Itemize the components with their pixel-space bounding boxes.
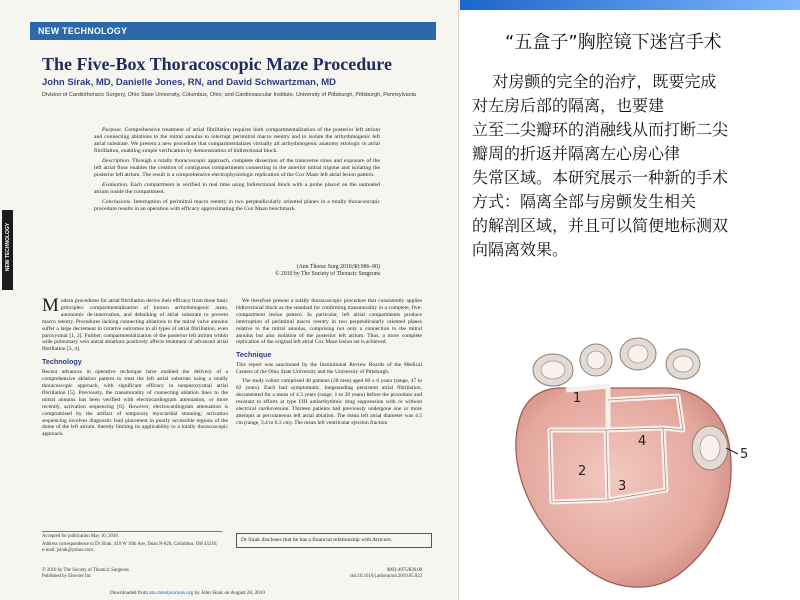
figure-label-4: 4 [638,434,647,449]
figure-label-1: 1 [573,391,582,406]
right-column [236,298,422,428]
slide-body-line: 对房颤的完全的治疗，既要完成 [472,72,717,91]
abstract [94,127,380,216]
intro-paragraph: Modern procedures for atrial fibrillation derive their efficacy from three basic principles: compartmentalization of known arrhythmogenic areas, autonomic de-innervation, and debulking of atrial substrate to prevent macro reentry. Procedures lacking connecting ablations to the mitral valve annulus suffer a large decrement in curative outcomes in all types of atrial fibrillation, even paroxysmal [1, 2]. Further, compartmentalization of the posterior left atrium within wide pulmonary vein antral ablations positively affects treatment of advanced atrial fibrillation [3, 4]. [42,295,228,353]
slide-title: “五盒子”胸腔镜下迷宫手术 [505,32,722,53]
abstract-purpose: Purpose. Comprehensive treatment of atrial fibrillation requires both compartmentalization of the posterior left atrium and connecting ablations to the mitral annulus to interrupt perimitral macro reentry and to isolate the arrhythmogenic left atrial substrate. We present a new procedure that compartmentalizes virtually all arrhythmogenic anatomy etiologic in atrial fibrillation, enabling simple verification by demonstration of bidirectional block. [94,127,381,154]
technology-heading: Technology [42,357,82,367]
right-intro-paragraph: We therefore present a totally thoracoscopic procedure that consistently applies bidirectional block as the standard for confirming transmurality in a complete, five-compartment lesion pattern. In particular, left atrial compartments produce interruption of perimitral macro reentry in two perpendicularly oriented planes relative to the mitral annulus, comprising not only a connection to the mitral annulus but also isolation of the posterior left atrium. Thus, a more complete replication of the original left atrial Cox Maze lesion set is achieved. [236,298,422,346]
slide-body-line: 对左房后部的隔离，也要建 [472,96,665,115]
abstract-conclusions: Conclusions. Interruption of perimitral macro reentry in two perpendicularly oriented planes in a totally thoracoscopic procedure results in an operation with efficacy approximating the Cox Maze benchmark. [94,199,380,212]
slide-top-bar [460,0,800,10]
publisher-info: © 2010 by The Society of Thoracic Surgeons Published by Elsevier Inc [42,568,129,579]
paper-title: The Five-Box Thoracoscopic Maze Procedure [42,54,392,74]
technique-heading: Technique [236,350,272,360]
abstract-evaluation: Evaluation. Each compartment is verified in real time using bidirectional block with a probe placed on the untreated atrium inside the compartment. [94,182,381,195]
figure-label-5: 5 [740,447,749,462]
paper-affiliation: Division of Cardiothoracic Surgery, Ohio State University, Columbus, Ohio; and Cardiovascular Institute, University of Pittsburgh, Pittsburgh, Pennsylvania [42,92,416,98]
abstract-description: Description. Through a totally thoracoscopic approach, complete dissection of the transverse sinus and exposure of the left atrial floor enables the creation of contiguous compartments connecting to the anterior mitral trigone and isolating the posterior left atrium. The result is a comprehensive electrophysiologic replication of the Cox Maze left atrial lesion pattern. [94,158,380,178]
citation: (Ann Thorac Surg 2010;90:986–90) © 2010 by The Society of Thoracic Surgeons [274,264,380,277]
left-column [42,295,228,440]
slide-body-line: 失常区域。本研究展示一种新的手术 [472,168,729,187]
footnote: Accepted for publication May 10, 2010. Address correspondence to Dr Sirak, 410 W 10th Ave, Doan N-820, Columbus, OH 43210; e-mail: jsirak@yahoo.com. [42,531,222,556]
download-link[interactable]: ats.ctsnetjournals.org [149,590,194,596]
slide-body-line: 瓣周的折返并隔离左心房心律 [472,144,681,163]
download-line: Downloaded from ats.ctsnetjournals.org by John Sirak on August 28, 2010 [110,590,265,596]
figure-label-3: 3 [618,479,627,494]
section-banner: NEW TECHNOLOGY [30,22,436,40]
slide-body-line: 立至二尖瓣环的消融线从而打断二尖 [472,120,729,139]
technique-paragraph-1: This report was sanctioned by the Institutional Review Boards of the Medical Centers of the Ohio State University and the University of Pittsburgh. [236,362,422,376]
slide-body-line: 向隔离效果。 [472,240,569,259]
slide-body-line: 方式：隔离全部与房颤发生相关 [472,192,697,211]
slide-body-line: 的解剖区域，并且可以简便地标测双 [472,216,729,235]
slide-body [472,70,798,262]
technology-paragraph: Recent advances in operative technique have enabled the delivery of a comprehensive ablation pattern to treat the left atrial substrate using a totally thoracoscopic approach, with significant efficacy in nonparoxysmal atrial fibrillation [5]. Previously, the transmurality of connecting ablation lines to the mitral annulus has been verified with electrocardiogram attenuation, or more recently, activation sequencing [6]. However, electrocardiogram attenuation is compromised by the artifact of temporary myocardial stunning; activation sequencing involves diagnostic lead placement in poorly accessible regions of the dome of the left atrium, thereby limiting its applicability to a totally thoracoscopic approach. [42,369,228,438]
doi-info: 0003-4975/$36.00 doi:10.1016/j.athoracsur.2010.05.022 [350,568,422,579]
technique-paragraph-2: The study cohort comprised 48 patients (28 men) aged 60 ± 6 years (range, 47 to 82 years). Each had symptomatic, longstanding persistent atrial fibrillation, documented for a mean of 4.3 years (range, 1 to 20 years) before the procedure and resistant to efforts at type I/III antiarrhythmic drug suppression with or without electrical cardioversion. Thirteen patients had previously undergone one or more attempts at percutaneous left atrial ablation. The mean left atrial diameter was 4.5 cm (range, 3.4 to 6.3 cm). The mean left ventricular ejection fraction [236,378,422,426]
paper-authors: John Sirak, MD, Danielle Jones, RN, and David Schwartzman, MD [42,77,337,88]
sidebar-section-tab: NEW TECHNOLOGY [2,210,13,290]
disclosure-box: Dr Sirak discloses that he has a financial relationship with Atricure. [236,533,432,548]
heart-lesion-illustration [478,330,778,598]
figure-label-2: 2 [578,464,587,479]
